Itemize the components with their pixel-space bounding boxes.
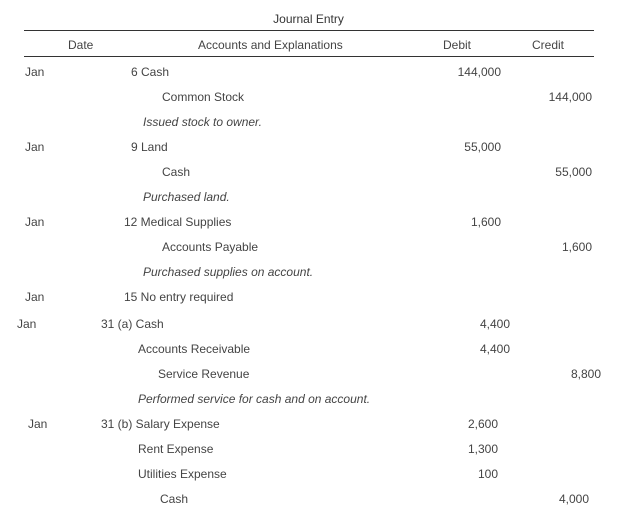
- header-credit: Credit: [532, 38, 565, 52]
- account-cell: Utilities Expense: [138, 467, 227, 481]
- debit-cell: 55,000: [464, 140, 501, 154]
- debit-cell: 4,400: [479, 317, 510, 331]
- explanation-cell: Purchased land.: [143, 190, 230, 204]
- debit-cell: 4,400: [479, 342, 510, 356]
- credit-cell: 55,000: [555, 165, 592, 179]
- credit-cell: 8,800: [570, 367, 601, 381]
- debit-cell: 144,000: [457, 65, 501, 79]
- account-cell: 31 (b) Salary Expense: [101, 417, 220, 431]
- date-cell: Jan: [17, 317, 37, 331]
- explanation-cell: Issued stock to owner.: [143, 115, 262, 129]
- credit-cell: 144,000: [548, 90, 592, 104]
- explanation-cell: Performed service for cash and on account.: [138, 392, 371, 406]
- debit-cell: 1,300: [467, 442, 498, 456]
- account-cell: Common Stock: [162, 90, 245, 104]
- header-top-rule: [24, 30, 594, 31]
- journal-title: Journal Entry: [273, 12, 344, 26]
- account-cell: Accounts Payable: [162, 240, 259, 254]
- account-cell: Cash: [162, 165, 191, 179]
- explanation-cell: Purchased supplies on account.: [143, 265, 314, 279]
- account-cell: 31 (a) Cash: [101, 317, 164, 331]
- header-date: Date: [68, 38, 94, 52]
- header-accounts: Accounts and Explanations: [198, 38, 343, 52]
- header-debit: Debit: [443, 38, 472, 52]
- date-cell: Jan: [28, 417, 48, 431]
- credit-cell: 4,000: [558, 492, 589, 506]
- account-cell: 6 Cash: [131, 65, 170, 79]
- header-bottom-rule: [24, 56, 594, 57]
- account-cell: 12 Medical Supplies: [124, 215, 232, 229]
- credit-cell: 1,600: [561, 240, 592, 254]
- debit-cell: 1,600: [470, 215, 501, 229]
- debit-cell: 2,600: [467, 417, 498, 431]
- account-cell: Cash: [160, 492, 189, 506]
- account-cell: Accounts Receivable: [138, 342, 251, 356]
- account-cell: 15 No entry required: [124, 290, 234, 304]
- date-cell: Jan: [25, 65, 45, 79]
- account-cell: 9 Land: [131, 140, 168, 154]
- date-cell: Jan: [25, 290, 45, 304]
- date-cell: Jan: [25, 140, 45, 154]
- date-cell: Jan: [25, 215, 45, 229]
- debit-cell: 100: [477, 467, 498, 481]
- account-cell: Rent Expense: [138, 442, 214, 456]
- account-cell: Service Revenue: [158, 367, 250, 381]
